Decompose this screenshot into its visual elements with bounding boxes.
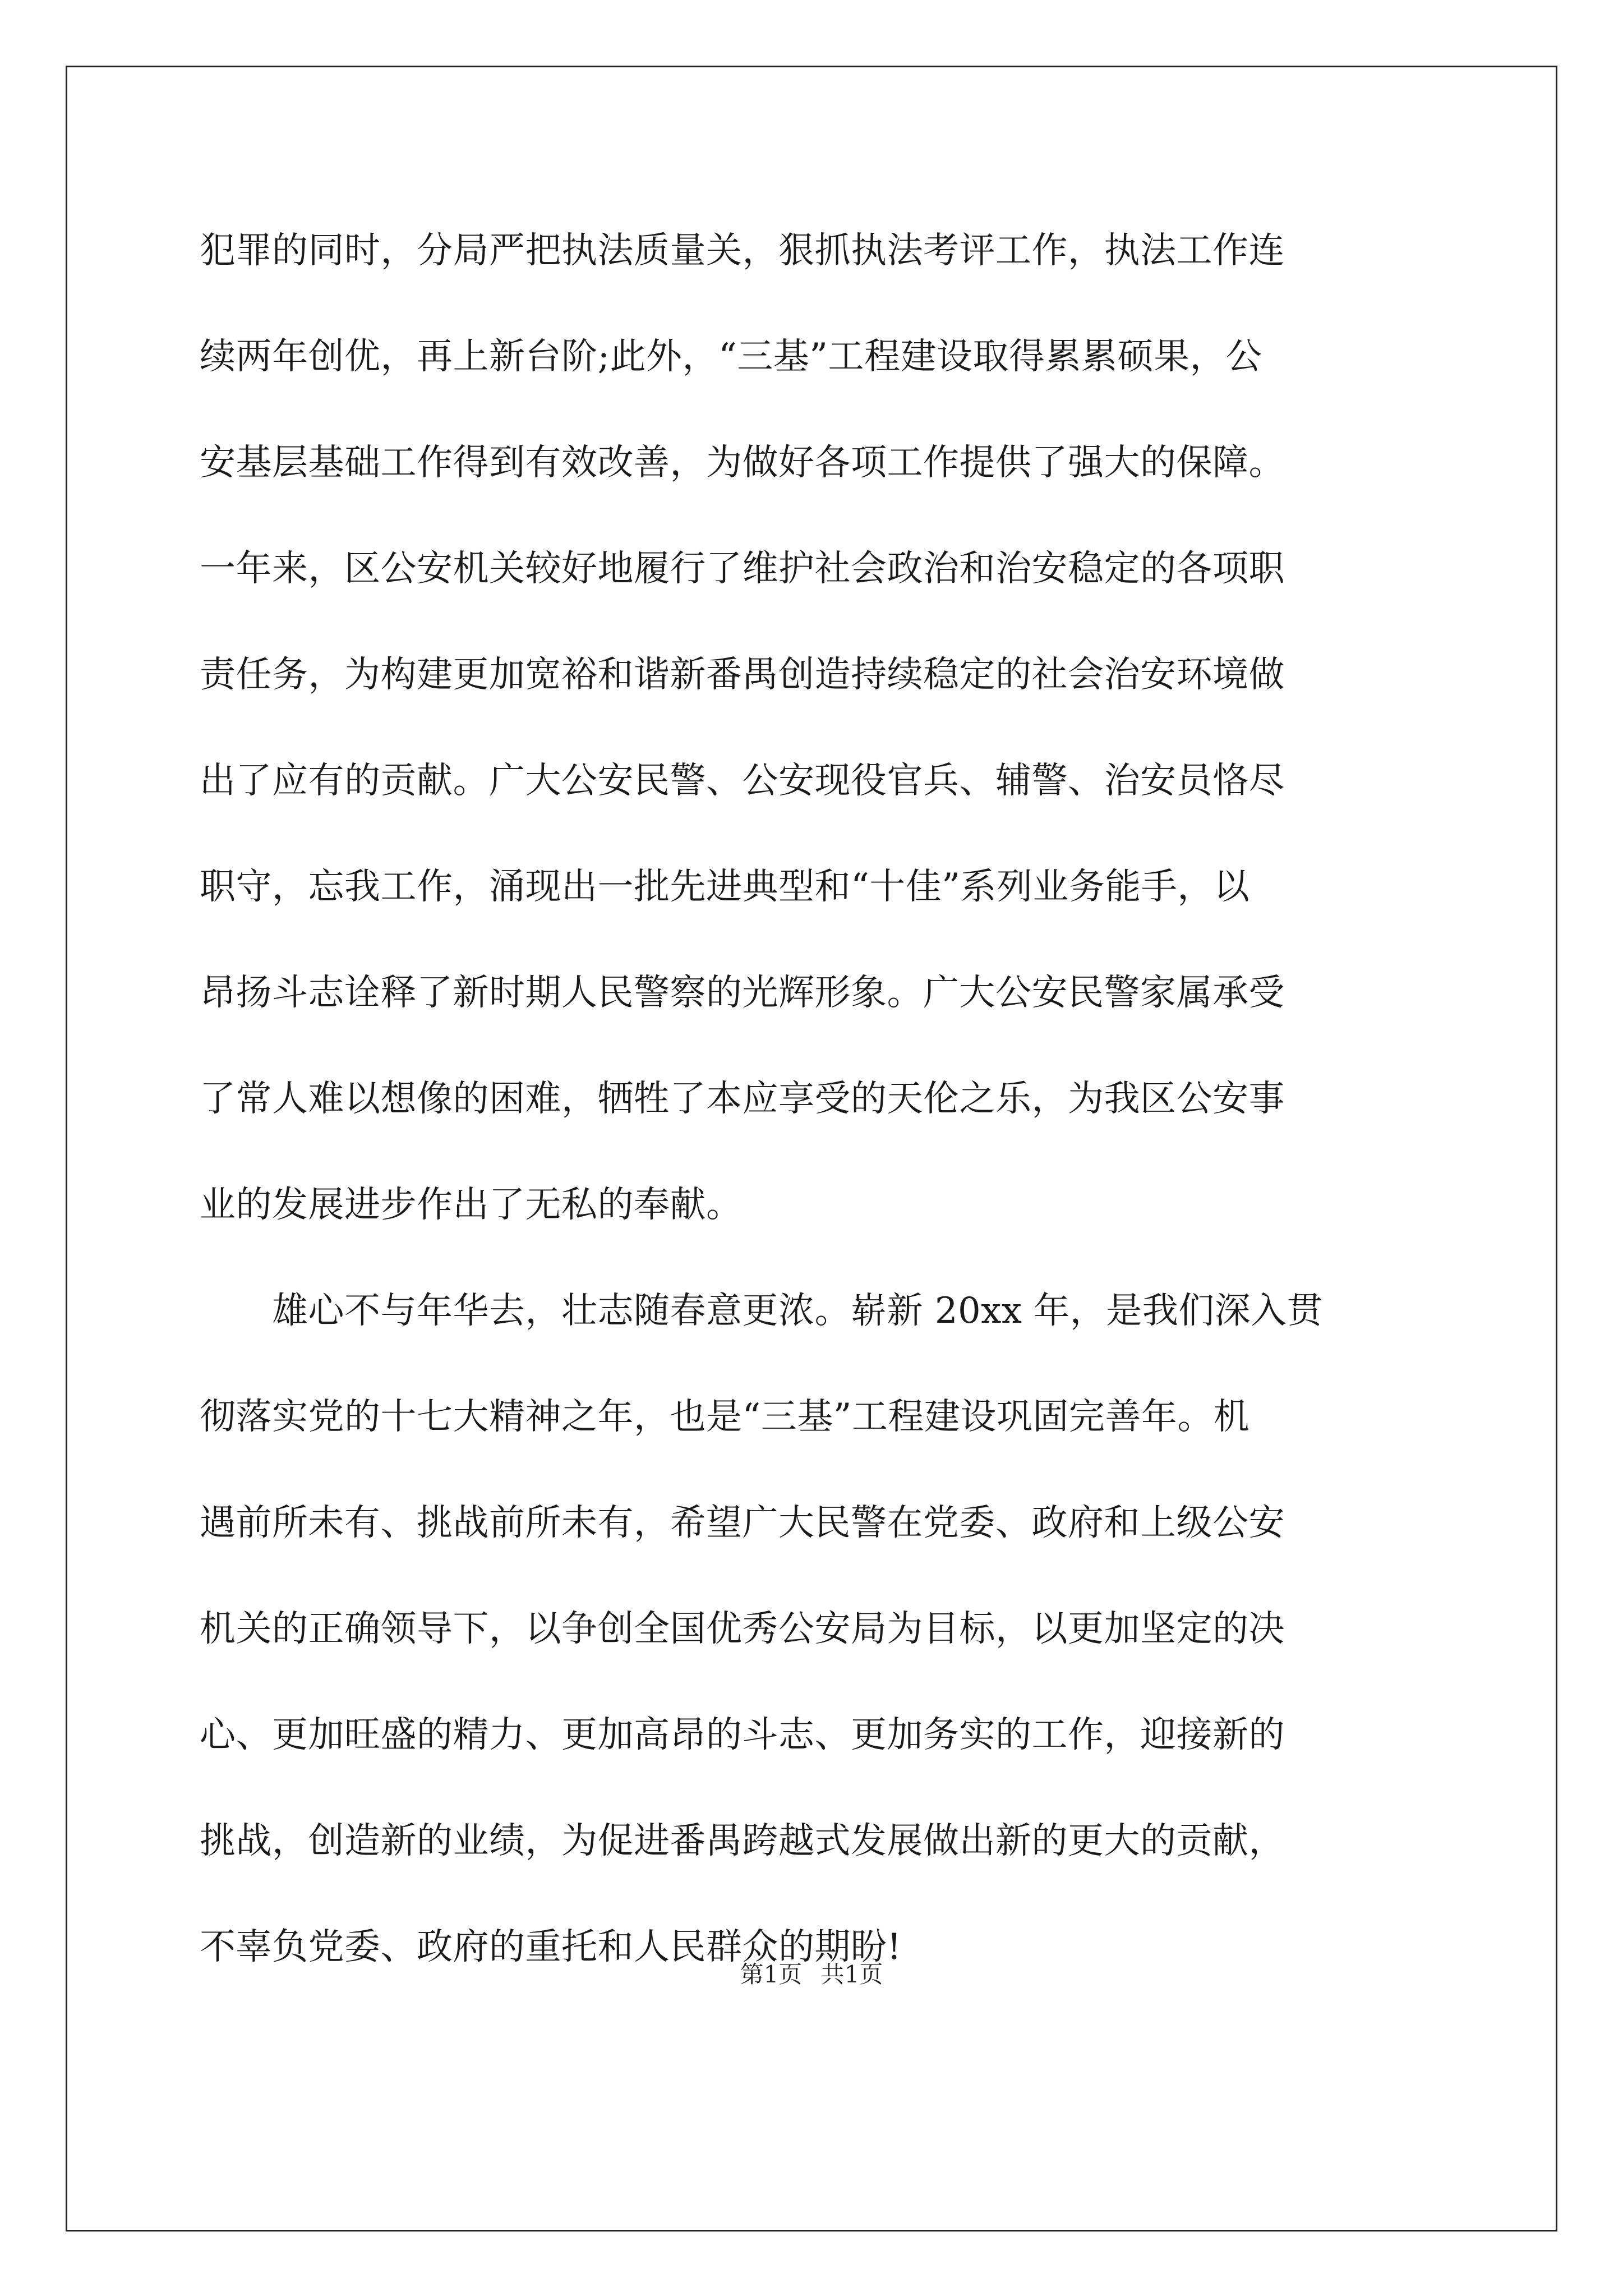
text-line-2: 续两年创优，再上新台阶;此外，“三基”工程建设取得累累硕果，公 bbox=[200, 336, 1262, 378]
text-line-7: 职守，忘我工作，涌现出一批先进典型和“十佳”系列业务能手，以 bbox=[200, 866, 1250, 908]
text-line-1: 犯罪的同时，分局严把执法质量关，狠抓执法考评工作，执法工作连 bbox=[200, 230, 1285, 272]
text-line-10: 业的发展进步作出了无私的奉献。 bbox=[200, 1184, 743, 1226]
text-line-13: 遇前所未有、挑战前所未有，希望广大民警在党委、政府和上级公安 bbox=[200, 1502, 1285, 1544]
page-number: 第1页 bbox=[740, 1961, 803, 1988]
text-line-17: 不辜负党委、政府的重托和人民群众的期盼! bbox=[200, 1926, 902, 1968]
page-footer bbox=[0, 1958, 1623, 1991]
text-line-5: 责任务，为构建更加宽裕和谐新番禺创造持续稳定的社会治安环境做 bbox=[200, 654, 1285, 696]
text-line-14: 机关的正确领导下，以争创全国优秀公安局为目标，以更加坚定的决 bbox=[200, 1608, 1285, 1650]
text-line-8: 昂扬斗志诠释了新时期人民警察的光辉形象。广大公安民警家属承受 bbox=[200, 972, 1285, 1014]
text-line-15: 心、更加旺盛的精力、更加高昂的斗志、更加务实的工作，迎接新的 bbox=[200, 1714, 1285, 1756]
page-total: 共1页 bbox=[820, 1961, 883, 1988]
page-border bbox=[66, 66, 1557, 2231]
text-line-12: 彻落实党的十七大精神之年，也是“三基”工程建设巩固完善年。机 bbox=[200, 1396, 1250, 1438]
text-line-4: 一年来，区公安机关较好地履行了维护社会政治和治安稳定的各项职 bbox=[200, 548, 1285, 590]
text-line-16: 挑战，创造新的业绩，为促进番禺跨越式发展做出新的更大的贡献， bbox=[200, 1820, 1285, 1862]
text-line-6: 出了应有的贡献。广大公安民警、公安现役官兵、辅警、治安员恪尽 bbox=[200, 760, 1285, 802]
text-line-9: 了常人难以想像的困难，牺牲了本应享受的天伦之乐，为我区公安事 bbox=[200, 1078, 1285, 1120]
text-line-3: 安基层基础工作得到有效改善，为做好各项工作提供了强大的保障。 bbox=[200, 442, 1285, 484]
text-line-11: 雄心不与年华去，壮志随春意更浓。崭新 20xx 年，是我们深入贯 bbox=[200, 1290, 1324, 1332]
